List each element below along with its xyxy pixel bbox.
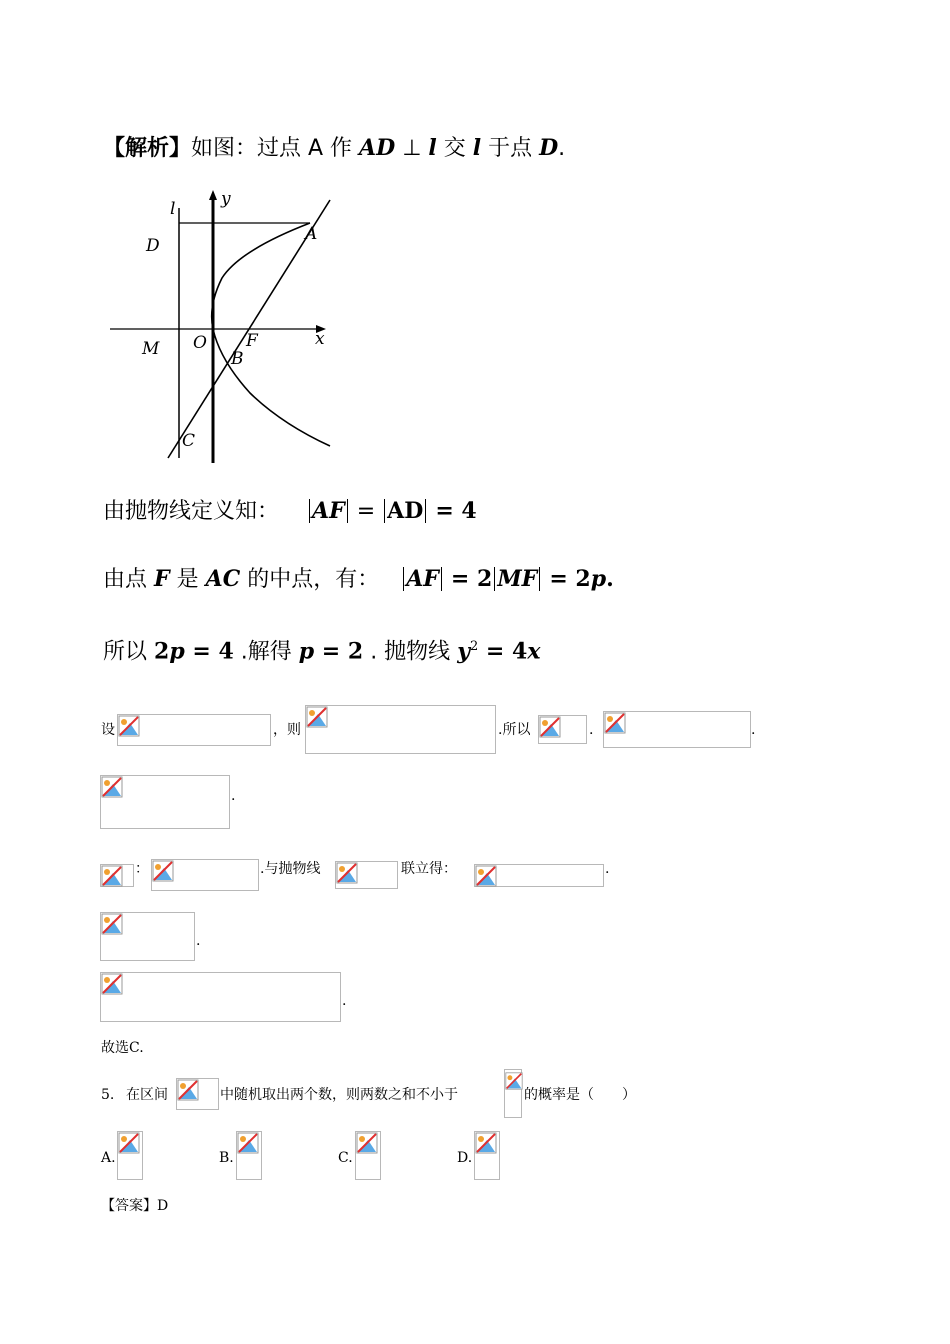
- segment-af: AF: [312, 498, 345, 524]
- analysis-line: [103, 134, 565, 163]
- formula-image: [100, 972, 341, 1022]
- exponent: 2: [469, 639, 479, 654]
- text-period: .: [196, 933, 201, 949]
- segment-ac: AC: [205, 566, 241, 592]
- var-p: p: [590, 566, 607, 592]
- text-then: ，则: [273, 722, 301, 738]
- label-m: M: [142, 339, 160, 359]
- formula-image: [538, 715, 587, 744]
- text-combine: 联立得：: [401, 861, 457, 877]
- rhs-value: = 4: [435, 498, 477, 524]
- parabola-curve: [212, 223, 330, 446]
- step3-text-c: . 抛物线: [363, 639, 458, 665]
- equals: =: [356, 499, 376, 524]
- abs-bar: [309, 499, 310, 523]
- segment-af: AF: [406, 566, 439, 592]
- var-x: x: [527, 638, 541, 665]
- label-b: B: [231, 349, 244, 369]
- abs-bar: [347, 499, 348, 523]
- text-period: .: [231, 788, 236, 804]
- point-f: F: [154, 566, 170, 592]
- label-d: D: [146, 236, 160, 256]
- text-period: .: [342, 993, 347, 1009]
- line-l-1: l: [428, 135, 437, 161]
- label-l: l: [170, 199, 176, 219]
- label-x: x: [315, 329, 325, 349]
- abs-bar: [384, 499, 385, 523]
- option-d-label: D.: [457, 1150, 473, 1166]
- step1-text: 由抛物线定义知：: [103, 499, 280, 524]
- broken-image-icon: [539, 716, 561, 738]
- equals-two-p: = 2: [549, 566, 591, 592]
- text-period: .: [589, 722, 594, 738]
- option-a-image[interactable]: [117, 1131, 143, 1180]
- option-b-image[interactable]: [236, 1131, 262, 1180]
- y-axis-arrow: [209, 190, 217, 200]
- text-period: .: [751, 722, 756, 738]
- step3-text-a: 所以: [103, 639, 154, 665]
- abs-bar: [539, 567, 540, 591]
- equals-two: = 2: [450, 566, 493, 592]
- text-set: 设: [101, 722, 115, 738]
- text-so: .所以: [498, 722, 531, 738]
- period: .: [606, 566, 614, 592]
- broken-image-icon: [101, 913, 123, 935]
- formula-image: [100, 775, 230, 829]
- point-d: D: [539, 135, 559, 161]
- option-c-label: C.: [338, 1150, 353, 1166]
- broken-image-icon: [475, 865, 497, 887]
- segment-ad: AD: [359, 135, 396, 161]
- segment-ad: AD: [387, 498, 424, 524]
- broken-image-icon: [306, 706, 328, 728]
- formula-image: [603, 711, 751, 748]
- step3-text-b: .解得: [233, 639, 299, 665]
- formula-image: [176, 1078, 219, 1110]
- var-p: p: [298, 638, 315, 665]
- question-text-1: 在区间: [126, 1087, 168, 1103]
- broken-image-icon: [356, 1132, 378, 1154]
- step2-line: [103, 565, 614, 594]
- abs-bar: [494, 567, 495, 591]
- broken-image-icon: [118, 1132, 140, 1154]
- conclusion-text: 故选C.: [101, 1040, 144, 1056]
- formula-image: [504, 1069, 522, 1118]
- option-d-image[interactable]: [474, 1131, 500, 1180]
- formula-image: [117, 714, 271, 746]
- parabola-figure: [100, 188, 350, 468]
- question-text-3: 的概率是（ ）: [524, 1087, 636, 1103]
- broken-image-icon: [475, 1132, 497, 1154]
- answer-text: 【答案】D: [101, 1198, 169, 1214]
- abs-bar: [441, 567, 442, 591]
- option-c-image[interactable]: [355, 1131, 381, 1180]
- formula-image: [335, 861, 398, 889]
- broken-image-icon: [101, 776, 123, 798]
- label-c: C: [182, 431, 196, 451]
- var-p: p: [169, 638, 185, 665]
- text-with-parabola: .与抛物线: [260, 861, 321, 877]
- perp-symbol: ⊥: [395, 136, 429, 161]
- var-y: y: [457, 638, 470, 665]
- label-y: y: [221, 189, 231, 209]
- step2-text-b: 是: [169, 567, 206, 592]
- formula-image: [151, 859, 259, 891]
- period: .: [558, 136, 566, 161]
- equals-four: = 4: [478, 638, 528, 665]
- broken-image-icon: [604, 712, 626, 734]
- coef-two: 2: [154, 638, 170, 665]
- option-a-label: A.: [101, 1150, 116, 1166]
- abs-bar: [403, 567, 404, 591]
- text-colon: ：: [135, 861, 149, 877]
- step2-text-c: 的中点，有：: [240, 567, 380, 592]
- analysis-text-3: 于点: [481, 136, 540, 161]
- broken-image-icon: [177, 1079, 199, 1101]
- option-b-label: B.: [219, 1150, 234, 1166]
- question-number: 5.: [101, 1087, 115, 1103]
- line-l-2: l: [472, 135, 482, 161]
- formula-image: [100, 864, 134, 887]
- broken-image-icon: [237, 1132, 259, 1154]
- broken-image-icon: [118, 715, 140, 737]
- broken-image-icon: [101, 973, 123, 995]
- formula-image: [474, 864, 604, 887]
- equals-two: = 2: [314, 638, 364, 665]
- segment-mf: MF: [497, 566, 538, 592]
- broken-image-icon: [152, 860, 174, 882]
- formula-image: [100, 912, 195, 961]
- analysis-label: 【解析】: [103, 135, 192, 161]
- analysis-text-2: 交: [436, 136, 473, 161]
- broken-image-icon: [336, 862, 358, 884]
- question-text-2: 中随机取出两个数，则两数之和不小于: [220, 1087, 458, 1103]
- formula-image: [305, 705, 496, 754]
- analysis-text-1: 如图：过点 A 作: [191, 136, 360, 161]
- abs-bar: [425, 499, 426, 523]
- broken-image-icon: [505, 1070, 523, 1092]
- step1-line: [103, 497, 477, 526]
- broken-image-icon: [101, 865, 123, 887]
- label-a: A: [305, 224, 318, 244]
- step3-line: [103, 633, 540, 666]
- text-period: .: [605, 861, 610, 877]
- label-f: F: [246, 331, 258, 351]
- equals-four: = 4: [184, 638, 234, 665]
- label-o: O: [193, 333, 207, 353]
- step2-text-a: 由点: [103, 567, 154, 592]
